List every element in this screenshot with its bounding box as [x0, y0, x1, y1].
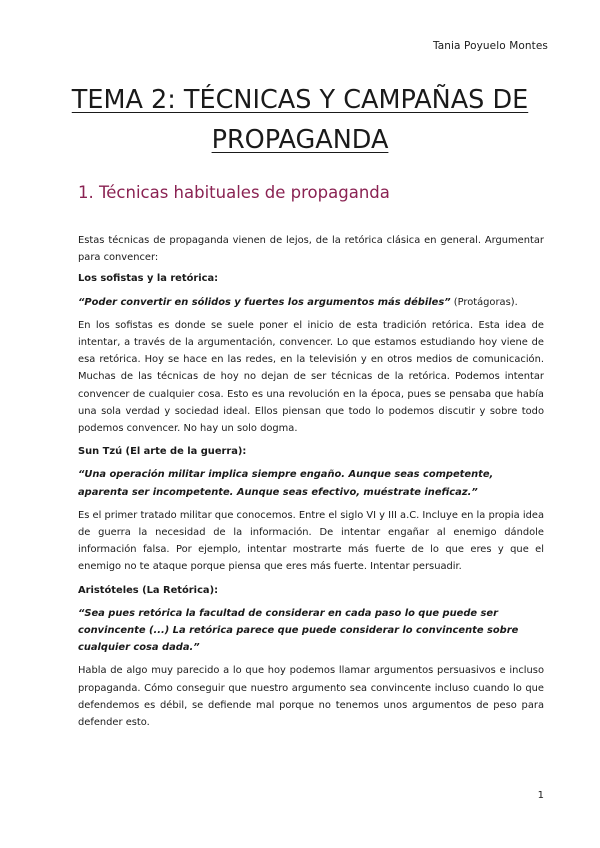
- page-number: 1: [537, 790, 544, 801]
- quote-text: “Poder convertir en sólidos y fuertes los argumentos más débiles”: [78, 296, 451, 308]
- section-heading: 1. Técnicas habituales de propaganda: [78, 183, 390, 202]
- subheading-sofistas: Los sofistas y la retórica:: [78, 273, 219, 285]
- quote-sun-tzu: “Una operación militar implica siempre engaño. Aunque seas competente, aparenta ser incompetente. Aunque seas efectivo, muéstrate ineficaz.”: [78, 469, 494, 498]
- page-title: TEMA 2: TÉCNICAS Y CAMPAÑAS DE PROPAGANDA: [71, 85, 529, 155]
- paragraph-sofistas: En los sofistas es donde se suele poner el inicio de esta tradición retórica. Esta idea de intentar, a través de la argumentación, convencer. Lo que estamos estudiando hoy viene de esa retórica. Hoy se hace en las redes, en la televisión y en otros medios de comunicación. Muchas de las técnicas de hoy no dejan de ser técnicas de la retórica. Podemos intentar convencer de cualquier cosa. Esto es una revolución en la época, pues se pensaba que había una sola verdad y sociedad ideal. Ellos piensan que todo lo podemos discutir y sobre todo podemos convencer. No hay un solo dogma.: [78, 319, 544, 435]
- subheading-aristoteles: Aristóteles (La Retórica):: [78, 584, 219, 596]
- quote-protagoras: [78, 294, 544, 311]
- paragraph-aristoteles: Habla de algo muy parecido a lo que hoy podemos llamar argumentos persuasivos e incluso propaganda. Cómo conseguir que nuestro argumento sea convincente incluso cuando lo que defendemos es débil, se defiende mal porque no tenemos unos argumentos de peso para defender esto.: [78, 665, 544, 729]
- subheading-sun-tzu: Sun Tzú (El arte de la guerra):: [78, 446, 247, 458]
- quote-attribution: (Protágoras).: [450, 296, 518, 308]
- intro-paragraph: Estas técnicas de propaganda vienen de lejos, de la retórica clásica en general. Argumentar para convencer:: [78, 235, 544, 264]
- author-name: Tania Poyuelo Montes: [432, 40, 548, 52]
- quote-aristoteles: “Sea pues retórica la facultad de considerar en cada paso lo que puede ser convincente (...) La retórica parece que puede considerar lo convincente sobre cualquier cosa dada.”: [78, 607, 519, 654]
- document-body: [78, 232, 544, 737]
- paragraph-sun-tzu: Es el primer tratado militar que conocemos. Entre el siglo VI y III a.C. Incluye en la propia idea de guerra la necesidad de la información. De intentar engañar al enemigo dándole información falsa. Por ejemplo, intentar mostrarte más fuerte de lo que eres y que el enemigo no te ataque porque piensa que eres más fuerte. Intentar persuadir.: [78, 509, 544, 573]
